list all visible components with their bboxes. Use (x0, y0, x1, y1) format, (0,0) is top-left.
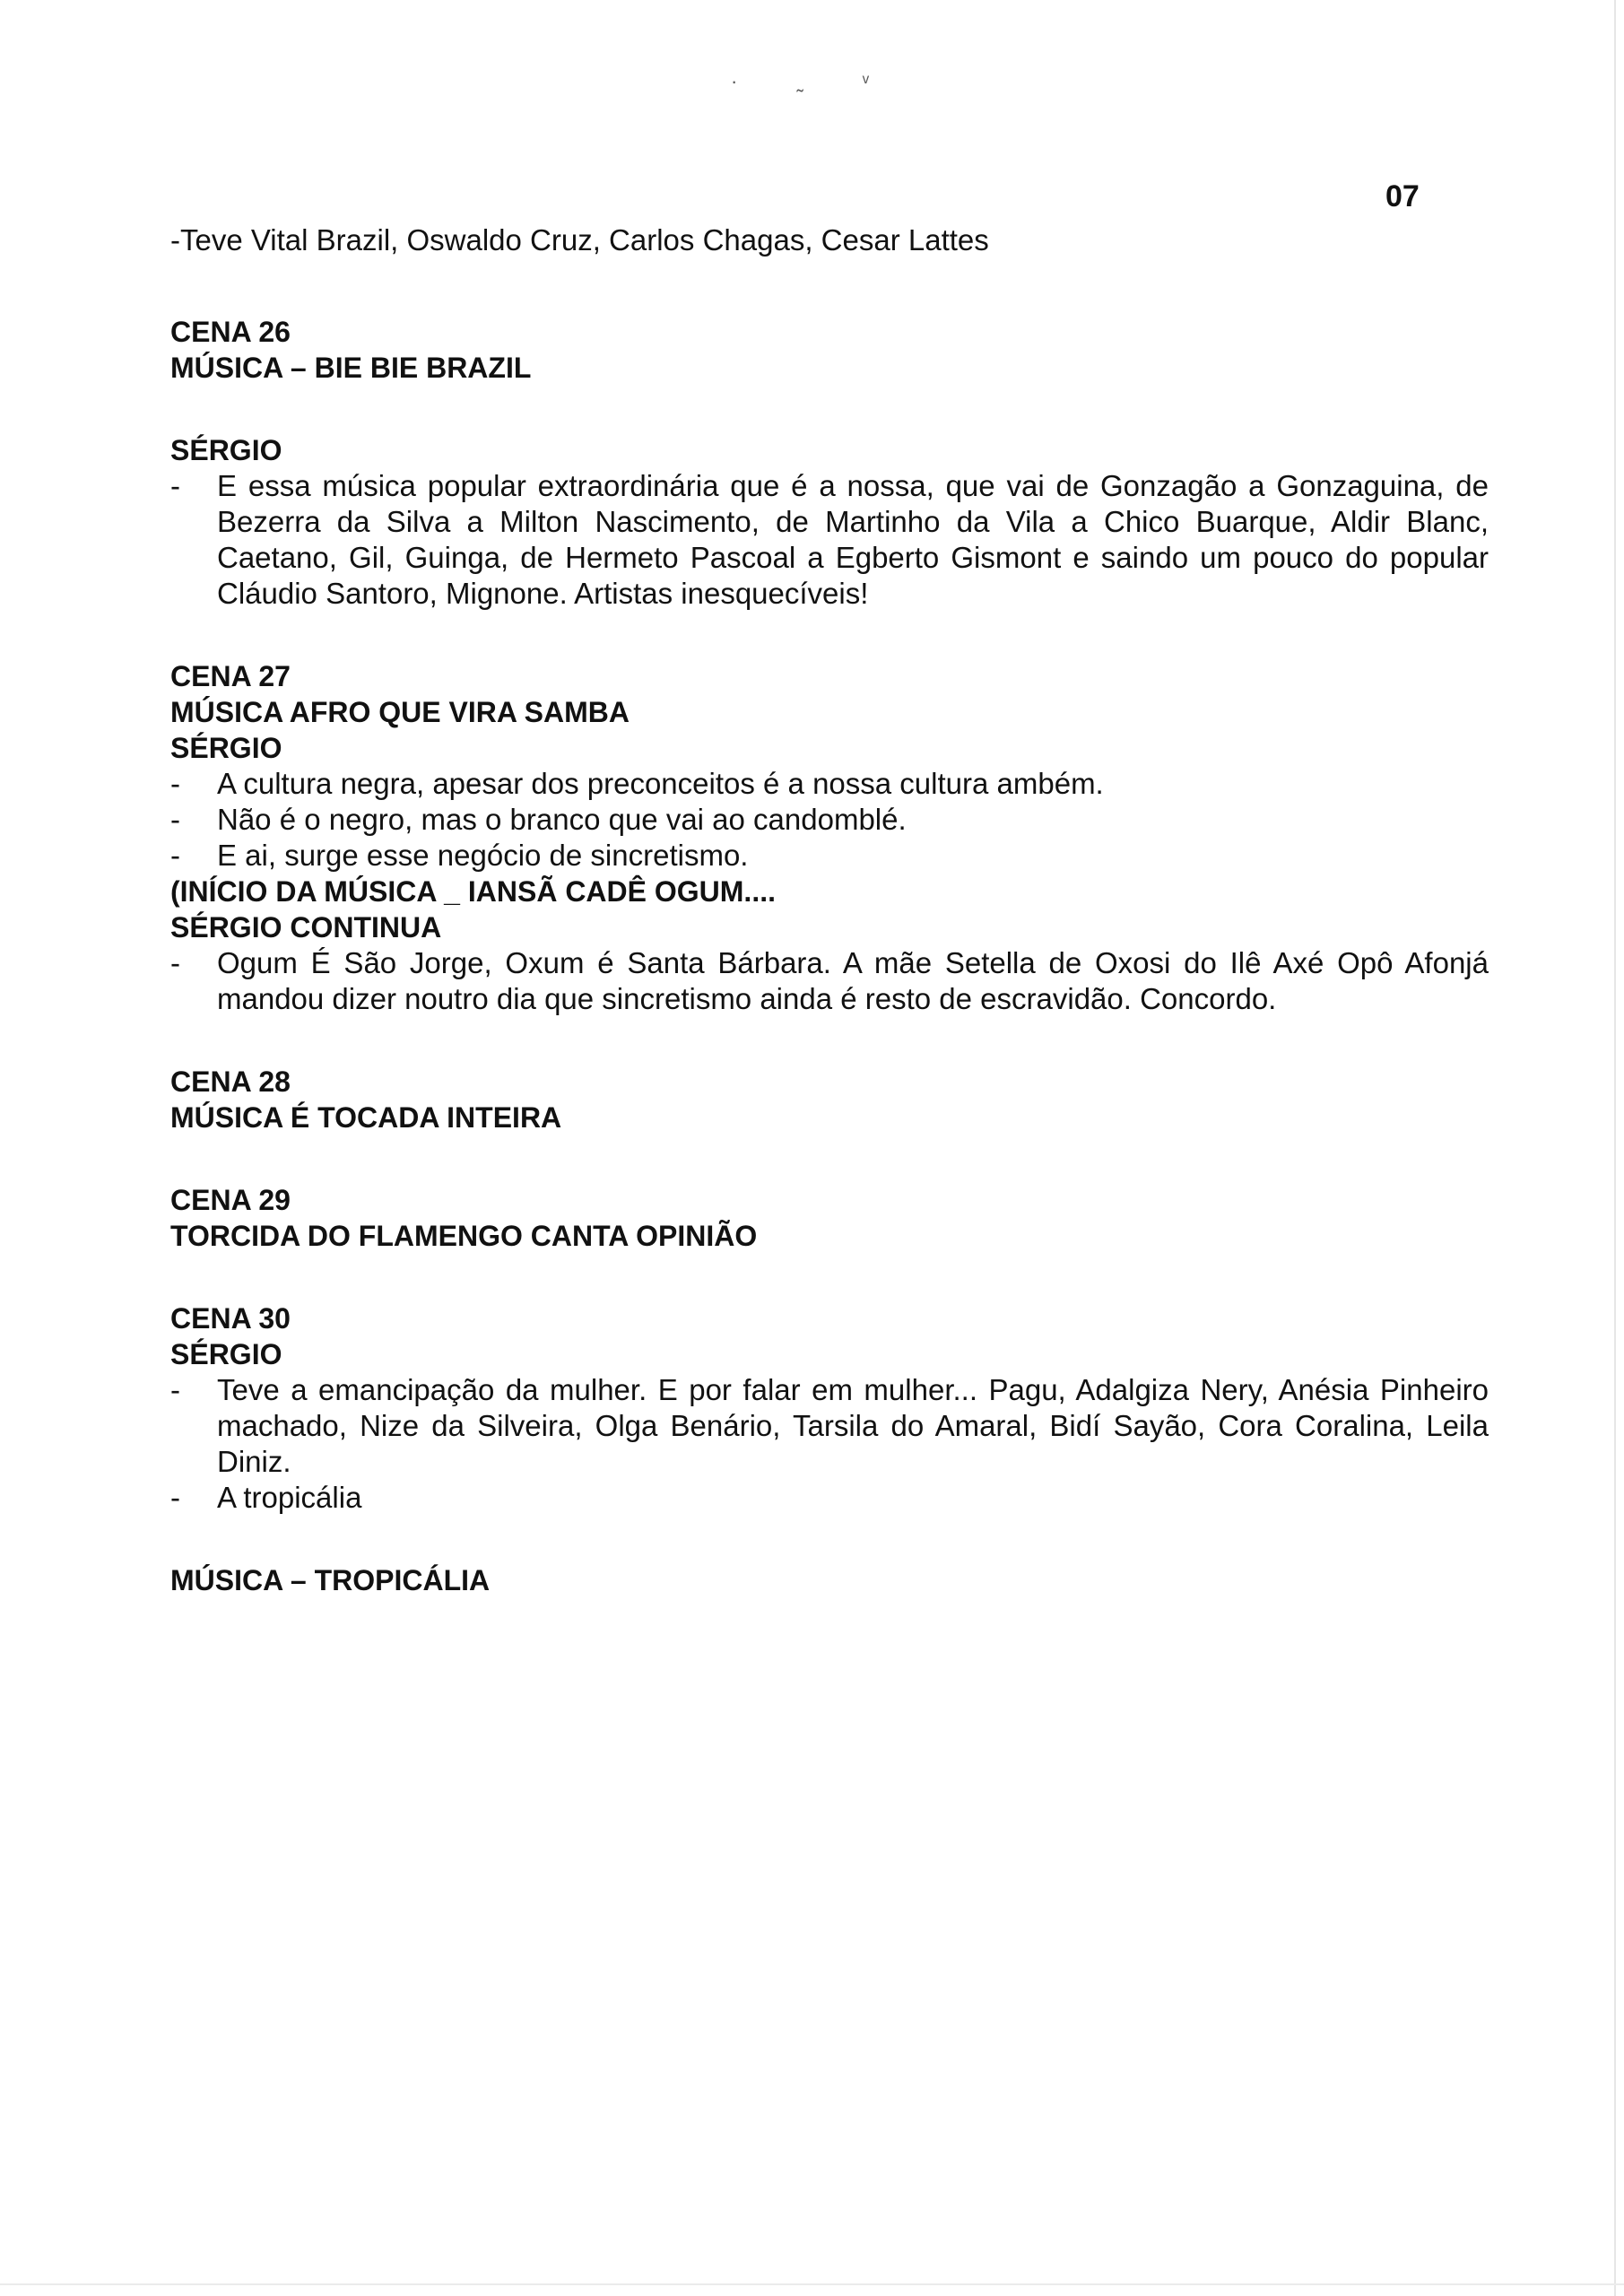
dash-marker: - (170, 803, 180, 836)
dialogue-list (170, 766, 1489, 874)
dialogue-list (170, 1372, 1489, 1516)
scan-edge-line (1614, 0, 1616, 2296)
scene-heading: CENA 30 (170, 1302, 291, 1335)
scene-heading: CENA 26 (170, 316, 291, 348)
scan-marks: · ˷ ᵛ (731, 70, 896, 92)
dialogue-line (170, 945, 1489, 1017)
dialogue-text: A cultura negra, apesar dos preconceitos é a nossa cultura ambém. (217, 767, 1104, 800)
dialogue-text: E essa música popular extraordinária que é a nossa, que vai de Gonzagão a Gonzaguina, de Bezerra da Silva a Milton Nascimento, de Martinho da Vila a Chico Buarque, Aldir Blanc, Caetano, Gil, Guinga, de Hermeto Pascoal a Egberto Gismont e saindo um pouco do popular Cláudio Santoro, Mignone. Artistas inesquecíveis! (217, 469, 1489, 610)
dash-marker: - (170, 1481, 180, 1514)
dialogue-line (170, 468, 1489, 612)
dialogue-text: Ogum É São Jorge, Oxum é Santa Bárbara. A mãe Setella de Oxosi do Ilê Axé Opô Afonjá mandou dizer noutro dia que sincretismo ainda é resto de escravidão. Concordo. (217, 946, 1489, 1015)
speaker-heading: SÉRGIO (170, 732, 282, 764)
dialogue-text: E ai, surge esse negócio de sincretismo. (217, 839, 749, 872)
scene-heading: CENA 27 (170, 660, 291, 692)
script-content (170, 222, 1489, 1645)
sergio-speech-1 (170, 432, 1489, 612)
dialogue-line (170, 1480, 1489, 1516)
dash-marker: - (170, 946, 180, 979)
scene-27 (170, 658, 1489, 1017)
music-heading: MÚSICA É TOCADA INTEIRA (170, 1101, 562, 1134)
scene-26 (170, 314, 1489, 386)
scene-heading: CENA 29 (170, 1184, 291, 1216)
scene-heading: CENA 28 (170, 1065, 291, 1098)
dialogue-text: Teve a emancipação da mulher. E por falar em mulher... Pagu, Adalgiza Nery, Anésia Pinheiro machado, Nize da Silveira, Olga Benário, Tarsila do Amaral, Bidí Sayão, Cora Coralina, Leila Diniz. (217, 1373, 1489, 1478)
music-start-heading: (INÍCIO DA MÚSICA _ IANSÃ CADÊ OGUM.... (170, 875, 776, 908)
scene-28 (170, 1064, 1489, 1135)
dash-marker: - (170, 469, 180, 502)
closing-music (170, 1562, 1489, 1598)
action-heading: TORCIDA DO FLAMENGO CANTA OPINIÃO (170, 1220, 758, 1252)
speaker-heading: SÉRGIO (170, 1338, 282, 1370)
scene-30 (170, 1300, 1489, 1516)
dash-marker: - (170, 839, 180, 872)
music-heading: MÚSICA – BIE BIE BRAZIL (170, 352, 532, 384)
music-heading: MÚSICA AFRO QUE VIRA SAMBA (170, 696, 630, 728)
music-heading: MÚSICA – TROPICÁLIA (170, 1564, 491, 1596)
dialogue-line (170, 838, 1489, 874)
page-number: 07 (1385, 179, 1420, 213)
dash-marker: - (170, 767, 180, 800)
dialogue-line (170, 1372, 1489, 1480)
dialogue-line (170, 802, 1489, 838)
dialogue-list (170, 945, 1489, 1017)
speaker-continues-heading: SÉRGIO CONTINUA (170, 911, 442, 944)
scene-29 (170, 1182, 1489, 1254)
dialogue-text: Não é o negro, mas o branco que vai ao candomblé. (217, 803, 907, 836)
dialogue-list (170, 468, 1489, 612)
speaker-heading: SÉRGIO (170, 434, 282, 466)
dash-marker: - (170, 1373, 180, 1406)
intro-line: -Teve Vital Brazil, Oswaldo Cruz, Carlos Chagas, Cesar Lattes (170, 223, 989, 257)
dialogue-text: A tropicália (217, 1481, 362, 1514)
dialogue-line (170, 766, 1489, 802)
scan-bottom-line (0, 2283, 1624, 2285)
